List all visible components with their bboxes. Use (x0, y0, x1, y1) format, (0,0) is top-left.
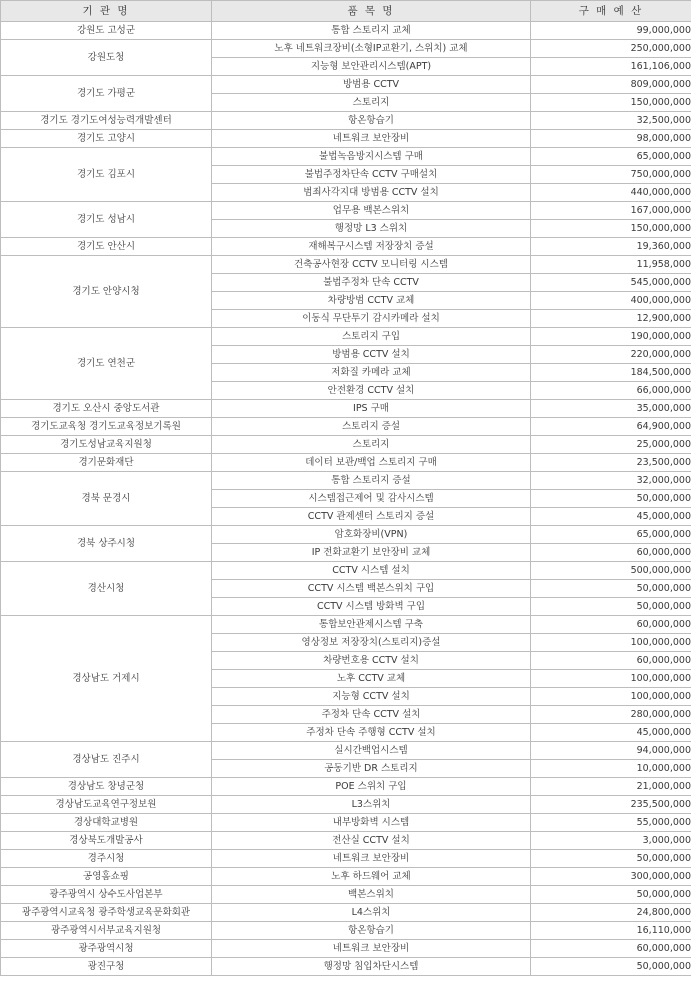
org-name-cell: 경상남도 창녕군청 (1, 778, 212, 796)
budget-amount-cell: 3,000,000 (531, 832, 691, 850)
table-row (1, 454, 691, 472)
item-name-cell: 불법녹음방지시스템 구매 (212, 148, 531, 166)
item-name-cell: 통합 스토리지 증설 (212, 472, 531, 490)
budget-amount-cell: 11,958,000 (531, 256, 691, 274)
budget-amount-cell: 45,000,000 (531, 724, 691, 742)
item-name-cell: IPS 구매 (212, 400, 531, 418)
item-name-cell: 건축공사현장 CCTV 모니터링 시스템 (212, 256, 531, 274)
item-name-cell: 차량번호용 CCTV 설치 (212, 652, 531, 670)
item-name-cell: 암호화장비(VPN) (212, 526, 531, 544)
item-name-cell: 행정망 침입차단시스템 (212, 958, 531, 976)
budget-amount-cell: 32,000,000 (531, 472, 691, 490)
table-row (1, 472, 691, 490)
table-row (1, 256, 691, 274)
budget-amount-cell: 23,500,000 (531, 454, 691, 472)
table-row (1, 832, 691, 850)
item-name-cell: CCTV 시스템 설치 (212, 562, 531, 580)
org-name-cell: 광주광역시 상수도사업본부 (1, 886, 212, 904)
table-row (1, 886, 691, 904)
budget-amount-cell: 64,900,000 (531, 418, 691, 436)
item-name-cell: 내부방화벽 시스템 (212, 814, 531, 832)
item-name-cell: 스토리지 구입 (212, 328, 531, 346)
table-row (1, 850, 691, 868)
org-name-cell: 경기도 안산시 (1, 238, 212, 256)
item-name-cell: 노후 CCTV 교체 (212, 670, 531, 688)
item-name-cell: 스토리지 증설 (212, 418, 531, 436)
budget-amount-cell: 500,000,000 (531, 562, 691, 580)
table-row (1, 40, 691, 58)
item-name-cell: 전산실 CCTV 설치 (212, 832, 531, 850)
org-name-cell: 경기도 고양시 (1, 130, 212, 148)
org-name-cell: 경기도 가평군 (1, 76, 212, 112)
table-row (1, 742, 691, 760)
budget-amount-cell: 50,000,000 (531, 886, 691, 904)
budget-amount-cell: 99,000,000 (531, 22, 691, 40)
header-org: 기 관 명 (1, 1, 212, 22)
item-name-cell: 지능형 보안관리시스템(APT) (212, 58, 531, 76)
table-row (1, 22, 691, 40)
org-name-cell: 강원도 고성군 (1, 22, 212, 40)
item-name-cell: 영상정보 저장장치(스토리지)증설 (212, 634, 531, 652)
item-name-cell: 항온항습기 (212, 112, 531, 130)
header-item: 품 목 명 (212, 1, 531, 22)
budget-amount-cell: 161,106,000 (531, 58, 691, 76)
item-name-cell: CCTV 관제센터 스토리지 증설 (212, 508, 531, 526)
table-row (1, 130, 691, 148)
table-row (1, 814, 691, 832)
table-row (1, 904, 691, 922)
table-row (1, 922, 691, 940)
item-name-cell: 시스템접근제어 및 감사시스템 (212, 490, 531, 508)
item-name-cell: 방범용 CCTV 설치 (212, 346, 531, 364)
item-name-cell: 불법주정차단속 CCTV 구매설치 (212, 166, 531, 184)
budget-amount-cell: 24,800,000 (531, 904, 691, 922)
item-name-cell: 방범용 CCTV (212, 76, 531, 94)
item-name-cell: 네트워크 보안장비 (212, 940, 531, 958)
budget-amount-cell: 150,000,000 (531, 94, 691, 112)
budget-amount-cell: 25,000,000 (531, 436, 691, 454)
item-name-cell: 지능형 CCTV 설치 (212, 688, 531, 706)
table-row (1, 112, 691, 130)
budget-amount-cell: 50,000,000 (531, 958, 691, 976)
budget-amount-cell: 50,000,000 (531, 490, 691, 508)
item-name-cell: 행정망 L3 스위치 (212, 220, 531, 238)
budget-amount-cell: 94,000,000 (531, 742, 691, 760)
org-name-cell: 광주광역시교육청 광주학생교육문화회관 (1, 904, 212, 922)
budget-amount-cell: 21,000,000 (531, 778, 691, 796)
org-name-cell: 강원도청 (1, 40, 212, 76)
org-name-cell: 광주광역시서부교육지원청 (1, 922, 212, 940)
item-name-cell: 업무용 백본스위치 (212, 202, 531, 220)
item-name-cell: 백본스위치 (212, 886, 531, 904)
org-name-cell: 경기도성남교육지원청 (1, 436, 212, 454)
item-name-cell: POE 스위치 구입 (212, 778, 531, 796)
org-name-cell: 경상대학교병원 (1, 814, 212, 832)
table-row (1, 328, 691, 346)
table-row (1, 562, 691, 580)
org-name-cell: 경기도 연천군 (1, 328, 212, 400)
table-row (1, 400, 691, 418)
item-name-cell: 통합보안관제시스템 구축 (212, 616, 531, 634)
item-name-cell: 공동기반 DR 스토리지 (212, 760, 531, 778)
budget-amount-cell: 220,000,000 (531, 346, 691, 364)
item-name-cell: 스토리지 (212, 94, 531, 112)
budget-amount-cell: 60,000,000 (531, 616, 691, 634)
budget-amount-cell: 45,000,000 (531, 508, 691, 526)
org-name-cell: 경기도 경기도여성능력개발센터 (1, 112, 212, 130)
budget-amount-cell: 98,000,000 (531, 130, 691, 148)
budget-amount-cell: 55,000,000 (531, 814, 691, 832)
item-name-cell: 노후 네트워크장비(소형IP교환기, 스위치) 교체 (212, 40, 531, 58)
item-name-cell: 실시간백업시스템 (212, 742, 531, 760)
item-name-cell: 재해복구시스템 저장장치 증설 (212, 238, 531, 256)
budget-amount-cell: 32,500,000 (531, 112, 691, 130)
budget-amount-cell: 545,000,000 (531, 274, 691, 292)
budget-amount-cell: 400,000,000 (531, 292, 691, 310)
item-name-cell: 주정차 단속 주행형 CCTV 설치 (212, 724, 531, 742)
item-name-cell: IP 전화교환기 보안장비 교체 (212, 544, 531, 562)
item-name-cell: 데이터 보관/백업 스토리지 구매 (212, 454, 531, 472)
org-name-cell: 광진구청 (1, 958, 212, 976)
item-name-cell: 네트워크 보안장비 (212, 130, 531, 148)
org-name-cell: 경북 상주시청 (1, 526, 212, 562)
org-name-cell: 경상북도개발공사 (1, 832, 212, 850)
table-row (1, 796, 691, 814)
item-name-cell: L3스위치 (212, 796, 531, 814)
item-name-cell: 범죄사각지대 방범용 CCTV 설치 (212, 184, 531, 202)
budget-amount-cell: 235,500,000 (531, 796, 691, 814)
budget-amount-cell: 280,000,000 (531, 706, 691, 724)
org-name-cell: 경상남도 진주시 (1, 742, 212, 778)
table-row (1, 238, 691, 256)
table-row (1, 868, 691, 886)
budget-amount-cell: 750,000,000 (531, 166, 691, 184)
org-name-cell: 경기문화재단 (1, 454, 212, 472)
budget-amount-cell: 10,000,000 (531, 760, 691, 778)
header-budget: 구 매 예 산 (531, 1, 691, 22)
org-name-cell: 광주광역시청 (1, 940, 212, 958)
table-row (1, 940, 691, 958)
budget-amount-cell: 60,000,000 (531, 940, 691, 958)
table-row (1, 148, 691, 166)
item-name-cell: 항온항습기 (212, 922, 531, 940)
table-row (1, 958, 691, 976)
item-name-cell: 주정차 단속 CCTV 설치 (212, 706, 531, 724)
budget-amount-cell: 100,000,000 (531, 688, 691, 706)
header-row (1, 1, 691, 22)
item-name-cell: 노후 하드웨어 교체 (212, 868, 531, 886)
table-row (1, 76, 691, 94)
item-name-cell: CCTV 시스템 백본스위치 구입 (212, 580, 531, 598)
item-name-cell: 이동식 무단투기 감시카메라 설치 (212, 310, 531, 328)
budget-amount-cell: 60,000,000 (531, 544, 691, 562)
item-name-cell: CCTV 시스템 방화벽 구입 (212, 598, 531, 616)
budget-amount-cell: 16,110,000 (531, 922, 691, 940)
table-row (1, 526, 691, 544)
table-body (1, 22, 691, 976)
table-row (1, 202, 691, 220)
budget-amount-cell: 12,900,000 (531, 310, 691, 328)
budget-amount-cell: 100,000,000 (531, 634, 691, 652)
item-name-cell: 통합 스토리지 교체 (212, 22, 531, 40)
budget-amount-cell: 150,000,000 (531, 220, 691, 238)
budget-amount-cell: 300,000,000 (531, 868, 691, 886)
budget-amount-cell: 184,500,000 (531, 364, 691, 382)
org-name-cell: 경상남도 거제시 (1, 616, 212, 742)
org-name-cell: 경기도 김포시 (1, 148, 212, 202)
item-name-cell: 저화질 카메라 교체 (212, 364, 531, 382)
item-name-cell: 스토리지 (212, 436, 531, 454)
budget-amount-cell: 167,000,000 (531, 202, 691, 220)
org-name-cell: 경기도 오산시 중앙도서관 (1, 400, 212, 418)
budget-amount-cell: 65,000,000 (531, 526, 691, 544)
budget-amount-cell: 50,000,000 (531, 580, 691, 598)
item-name-cell: L4스위치 (212, 904, 531, 922)
table-row (1, 418, 691, 436)
budget-amount-cell: 250,000,000 (531, 40, 691, 58)
table-row (1, 616, 691, 634)
item-name-cell: 불법주정차 단속 CCTV (212, 274, 531, 292)
budget-amount-cell: 440,000,000 (531, 184, 691, 202)
org-name-cell: 경기도 성남시 (1, 202, 212, 238)
item-name-cell: 네트워크 보안장비 (212, 850, 531, 868)
org-name-cell: 경주시청 (1, 850, 212, 868)
org-name-cell: 경기도교육청 경기도교육정보기록원 (1, 418, 212, 436)
table-row (1, 436, 691, 454)
budget-amount-cell: 65,000,000 (531, 148, 691, 166)
org-name-cell: 경북 문경시 (1, 472, 212, 526)
budget-amount-cell: 50,000,000 (531, 598, 691, 616)
budget-amount-cell: 50,000,000 (531, 850, 691, 868)
org-name-cell: 경상남도교육연구정보원 (1, 796, 212, 814)
budget-amount-cell: 60,000,000 (531, 652, 691, 670)
budget-amount-cell: 100,000,000 (531, 670, 691, 688)
budget-amount-cell: 66,000,000 (531, 382, 691, 400)
org-name-cell: 경기도 안양시청 (1, 256, 212, 328)
budget-amount-cell: 19,360,000 (531, 238, 691, 256)
item-name-cell: 안전환경 CCTV 설치 (212, 382, 531, 400)
budget-amount-cell: 35,000,000 (531, 400, 691, 418)
org-name-cell: 경산시청 (1, 562, 212, 616)
budget-amount-cell: 190,000,000 (531, 328, 691, 346)
budget-amount-cell: 809,000,000 (531, 76, 691, 94)
table-row (1, 778, 691, 796)
item-name-cell: 차량방범 CCTV 교체 (212, 292, 531, 310)
org-name-cell: 공영홈쇼핑 (1, 868, 212, 886)
